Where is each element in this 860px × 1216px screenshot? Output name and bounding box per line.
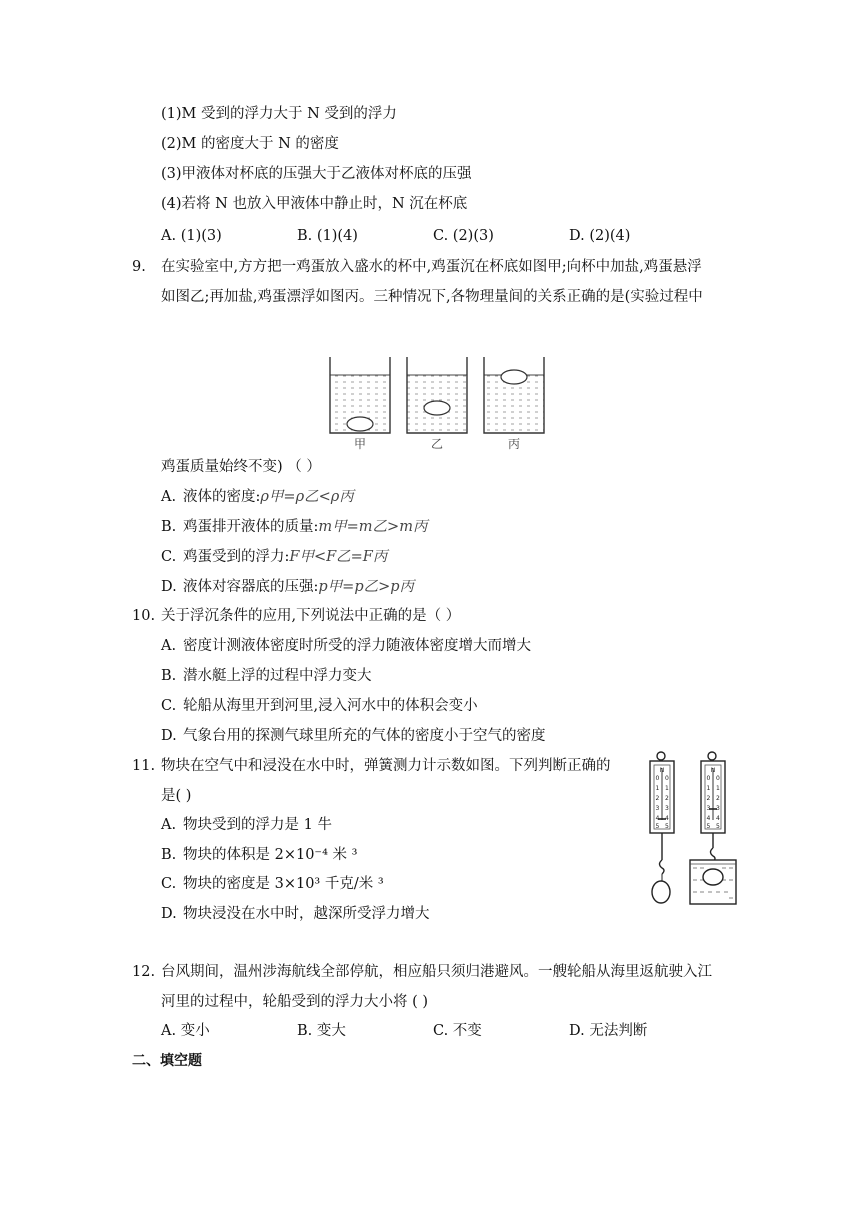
q9-stem-line2: 如图乙;再加盐,鸡蛋漂浮如图丙。三种情况下,各物理量间的关系正确的是(实验过程中 bbox=[161, 289, 703, 305]
beaker-jia bbox=[330, 357, 390, 433]
option-b-text: 变大 bbox=[316, 1023, 346, 1039]
option-letter: D. bbox=[161, 906, 177, 922]
option-a-letter: A. bbox=[161, 1023, 177, 1039]
egg-icon bbox=[501, 370, 527, 384]
q11-option-c bbox=[161, 874, 384, 894]
block-icon bbox=[703, 869, 723, 885]
egg-icon bbox=[347, 417, 373, 431]
q10-option-c bbox=[161, 696, 478, 716]
option-letter: B. bbox=[161, 847, 177, 863]
option-letter: A. bbox=[161, 638, 177, 654]
statement-3: (3)甲液体对杯底的压强大于乙液体对杯底的压强 bbox=[161, 166, 472, 182]
option-c-letter: C. bbox=[433, 1023, 449, 1039]
option-letter: D. bbox=[161, 579, 177, 595]
q11-option-d bbox=[161, 904, 430, 924]
q9-option-b bbox=[161, 517, 427, 537]
option-text: 液体的密度: bbox=[183, 489, 261, 505]
option-b-text: (1)(4) bbox=[316, 228, 358, 244]
option-letter: D. bbox=[161, 728, 177, 744]
option-letter: A. bbox=[161, 817, 177, 833]
q9-stem-line3: 鸡蛋质量始终不变) （ ） bbox=[161, 459, 321, 475]
svg-text:2: 2 bbox=[665, 795, 669, 802]
label-jia: 甲 bbox=[353, 437, 367, 451]
option-d-text: (2)(4) bbox=[589, 228, 631, 244]
option-text: 物块受到的浮力是 1 牛 bbox=[183, 817, 332, 833]
svg-text:1: 1 bbox=[716, 785, 720, 792]
option-letter: B. bbox=[161, 519, 177, 535]
scale-unit: N bbox=[659, 767, 665, 774]
option-letter: C. bbox=[161, 549, 177, 565]
option-text: 物块的体积是 2×10⁻⁴ 米 ³ bbox=[183, 847, 358, 863]
q9-stem-line1: 在实验室中,方方把一鸡蛋放入盛水的杯中,鸡蛋沉在杯底如图甲;向杯中加盐,鸡蛋悬浮 bbox=[161, 259, 702, 275]
svg-text:4: 4 bbox=[706, 815, 711, 822]
svg-text:N: N bbox=[710, 767, 716, 774]
q11-spring-scale-figure bbox=[640, 750, 740, 910]
q11-option-a bbox=[161, 815, 332, 835]
option-a-text: 变小 bbox=[180, 1023, 210, 1039]
statement-1: (1)M 受到的浮力大于 N 受到的浮力 bbox=[161, 106, 397, 122]
option-text: 鸡蛋受到的浮力: bbox=[183, 549, 290, 565]
q11-option-b bbox=[161, 845, 357, 865]
section-heading: 二、填空题 bbox=[132, 1053, 202, 1069]
svg-text:4: 4 bbox=[716, 815, 720, 822]
svg-text:2: 2 bbox=[706, 795, 711, 802]
q11-stem-line2: 是( ) bbox=[161, 788, 192, 804]
option-d-letter: D. bbox=[569, 1023, 585, 1039]
q9-option-c bbox=[161, 547, 387, 567]
q10-option-a bbox=[161, 636, 531, 656]
svg-text:0: 0 bbox=[706, 775, 711, 782]
svg-text:3: 3 bbox=[716, 805, 720, 812]
q12-stem-line2: 河里的过程中，轮船受到的浮力大小将 ( ) bbox=[161, 994, 429, 1010]
option-letter: C. bbox=[161, 698, 177, 714]
option-expr: m甲=m乙>m丙 bbox=[318, 519, 428, 535]
statement-4: (4)若将 N 也放入甲液体中静止时，N 沉在杯底 bbox=[161, 196, 468, 212]
q9-option-a bbox=[161, 487, 354, 507]
svg-text:1: 1 bbox=[665, 785, 669, 792]
svg-text:5: 5 bbox=[716, 823, 720, 830]
option-letter: C. bbox=[161, 876, 177, 892]
option-letter: A. bbox=[161, 489, 177, 505]
option-b-letter: B. bbox=[297, 1023, 313, 1039]
option-d-letter: D. bbox=[569, 228, 585, 244]
option-letter: B. bbox=[161, 668, 177, 684]
q12-stem-line1: 台风期间，温州涉海航线全部停航，相应船只须归港避风。一艘轮船从海里返航驶入江 bbox=[161, 964, 712, 980]
option-text: 物块的密度是 3×10³ 千克/米 ³ bbox=[183, 876, 384, 892]
spring-scale-air bbox=[650, 752, 674, 903]
label-yi: 乙 bbox=[430, 437, 444, 451]
q11-stem-line1: 物块在空气中和浸没在水中时，弹簧测力计示数如图。下列判断正确的 bbox=[161, 758, 611, 774]
svg-text:5: 5 bbox=[665, 823, 669, 830]
svg-text:1: 1 bbox=[655, 785, 660, 792]
option-a-text: (1)(3) bbox=[180, 228, 222, 244]
spring-scale-water bbox=[690, 752, 736, 904]
label-bing: 丙 bbox=[507, 437, 521, 451]
option-d-text: 无法判断 bbox=[589, 1023, 648, 1039]
svg-text:4: 4 bbox=[655, 815, 660, 822]
q9-option-d bbox=[161, 577, 414, 597]
q9-number: 9. bbox=[132, 259, 146, 275]
svg-text:0: 0 bbox=[665, 775, 669, 782]
option-a-letter: A. bbox=[161, 228, 177, 244]
q10-option-d bbox=[161, 726, 546, 746]
option-b-letter: B. bbox=[297, 228, 313, 244]
option-text: 轮船从海里开到河里,浸入河水中的体积会变小 bbox=[183, 698, 478, 714]
svg-text:2: 2 bbox=[716, 795, 720, 802]
option-text: 密度计测液体密度时所受的浮力随液体密度增大而增大 bbox=[183, 638, 531, 654]
option-text: 气象台用的探测气球里所充的气体的密度小于空气的密度 bbox=[183, 728, 546, 744]
option-c-text: (2)(3) bbox=[452, 228, 494, 244]
block-icon bbox=[652, 881, 670, 903]
option-expr: ρ甲=ρ乙<ρ丙 bbox=[260, 489, 354, 505]
option-text: 物块浸没在水中时，越深所受浮力增大 bbox=[183, 906, 430, 922]
svg-text:2: 2 bbox=[655, 795, 660, 802]
option-text: 液体对容器底的压强: bbox=[183, 579, 319, 595]
option-c-text: 不变 bbox=[452, 1023, 482, 1039]
option-text: 鸡蛋排开液体的质量: bbox=[183, 519, 319, 535]
svg-text:5: 5 bbox=[655, 823, 660, 830]
beaker-bing bbox=[484, 357, 544, 433]
svg-text:3: 3 bbox=[665, 805, 669, 812]
svg-text:0: 0 bbox=[716, 775, 720, 782]
q10-number: 10. bbox=[132, 608, 156, 624]
q10-option-b bbox=[161, 666, 372, 686]
svg-text:5: 5 bbox=[706, 823, 711, 830]
svg-text:3: 3 bbox=[706, 805, 711, 812]
beaker-yi bbox=[407, 357, 467, 433]
statement-2: (2)M 的密度大于 N 的密度 bbox=[161, 136, 339, 152]
option-expr: F甲<F乙=F丙 bbox=[289, 549, 388, 565]
option-c-letter: C. bbox=[433, 228, 449, 244]
option-expr: p甲=p乙>p丙 bbox=[318, 579, 415, 595]
svg-text:0: 0 bbox=[655, 775, 660, 782]
option-text: 潜水艇上浮的过程中浮力变大 bbox=[183, 668, 372, 684]
svg-text:3: 3 bbox=[655, 805, 660, 812]
q9-beakers-figure bbox=[326, 355, 546, 451]
q12-number: 12. bbox=[132, 964, 156, 980]
svg-text:4: 4 bbox=[665, 815, 669, 822]
egg-icon bbox=[424, 401, 450, 415]
q11-number: 11. bbox=[132, 758, 156, 774]
q10-stem: 关于浮沉条件的应用,下列说法中正确的是（ ） bbox=[161, 608, 461, 624]
svg-text:1: 1 bbox=[706, 785, 711, 792]
